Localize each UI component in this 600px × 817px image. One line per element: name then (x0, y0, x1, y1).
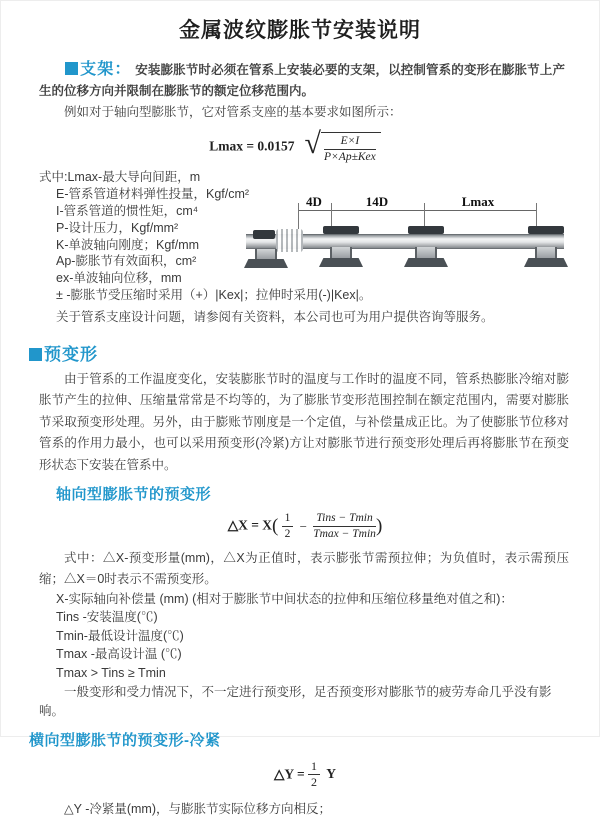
sqrt-radical (305, 129, 381, 164)
legend-line: ex-单波轴向位移，mm (56, 271, 182, 286)
predeform-paragraph: 由于管系的工作温度变化，安装膨胀节时的温度与工作时的温度不同，管系热膨胀冷缩对膨胀节产生的拉伸、压缩量常常是不均等的，为了膨胀节变形范围控制在额定范围内，需要对膨胀节采取预变形处理。另外，由于膨账节刚度是一个定值，与补偿量成正比。为了使膨胀节位移对管系的作用力最小，也可以采用预变形(冷紧)方让对膨胀节进行预变形处理后再将膨胀节在预变形状态下安装在管系中。 (39, 371, 569, 472)
section-square-icon (29, 348, 42, 361)
parameter-line: X-实际轴向补偿量 (mm) (相对于膨胀节中间状态的拉伸和压缩位移量绝对值之和)： (56, 591, 513, 606)
legend-line: I-管系管道的惯性矩，cm⁴ (56, 204, 199, 219)
axial-note-text: 一般变形和受力情况下，不一定进行预变形，足否预变形对膨胀节的疲劳寿命几乎没有影响。 (39, 684, 552, 718)
section-square-icon (65, 62, 78, 75)
parameter-line: Tmin-最低设计温度(℃) (56, 628, 184, 643)
dimension-line (298, 210, 536, 211)
lmax-formula-denominator: P×Ap±Kex (324, 151, 376, 164)
legend-line: E-管系管道材料弹性投量，Kgf/cm² (56, 187, 250, 202)
pipe-guide-support (524, 226, 568, 274)
one-half-fraction (308, 760, 320, 791)
sqrt-sign-icon: √ (304, 127, 322, 160)
parameter-line: Tmax -最高设计温 (℃) (56, 647, 182, 662)
legend-line: P-设计压力，Kgf/mm² (56, 220, 179, 235)
lmax-formula (0, 129, 599, 164)
pipe-support-diagram (246, 194, 576, 289)
axial-parameter-list (56, 590, 599, 683)
axial-formula-lhs: △X = X (227, 517, 273, 533)
half-denominator: 2 (310, 775, 317, 790)
lateral-formula (11, 760, 599, 791)
support-intro-text: 安装膨胀节时必须在管系上安装必要的支架，以控制管系的变形在膨胀节上产生的位移方向并限制在膨胀节的额定位移范围内。 (39, 63, 565, 98)
support-example-text: 例如对于轴向型膨胀节，它对管系支座的基本要求如图所示： (64, 105, 402, 119)
temperature-fraction (313, 512, 376, 541)
pipe-anchor-support (244, 230, 288, 278)
dim-label-14d: 14D (365, 194, 389, 209)
pipe-guide-support (404, 226, 448, 274)
legend-line: Ap-膨胀节有效面积，cm² (56, 254, 197, 269)
legend-line: 式中:Lmax-最大导向间距，m (39, 170, 201, 185)
open-paren: ( (272, 515, 279, 537)
predeform-section-heading (29, 340, 599, 365)
axial-formula (11, 512, 599, 541)
minus-operator: − (299, 518, 307, 534)
page-title: 金属波纹膨胀节安装说明 (179, 19, 421, 42)
one-half-fraction (282, 512, 294, 541)
parameter-line: Tmax > Tins ≥ Tmin (56, 665, 166, 680)
parameter-line: Tins -安装温度(℃) (56, 610, 158, 625)
lmax-formula-numerator: E×I (324, 135, 376, 150)
pipe-guide-support (319, 226, 363, 274)
lateral-subsection-heading: 横向型膨胀节的预变形-冷紧 (29, 731, 221, 749)
dim-label-lmax: Lmax (461, 194, 495, 209)
axial-subsection-heading: 轴向型膨胀节的预变形 (56, 486, 212, 504)
half-numerator: 1 (308, 760, 320, 776)
legend-line: ± -膨胀节受压缩时采用（+）|Kex|；拉伸时采用(-)|Kex|。 (56, 288, 372, 303)
predeform-heading-label: 预变形 (44, 344, 98, 364)
dim-label-4d: 4D (306, 194, 322, 209)
support-section-heading: 支架： (80, 61, 132, 78)
lateral-formula-rhs: Y (326, 765, 336, 781)
legend-line: 关于管系支座设计问题，请参阅有关资料，本公司也可为用户提供咨询等服务。 (56, 309, 494, 324)
legend-line: K-单波轴向刚度；Kgf/mm (56, 237, 200, 252)
lateral-note-text: △Y -冷紧量(mm)，与膨胀节实际位移方向相反； (64, 802, 332, 817)
half-denominator: 2 (284, 528, 291, 541)
lmax-formula-lhs: Lmax = 0.0157 (209, 138, 295, 154)
temp-denominator: Tmax − Tmin (313, 528, 376, 541)
axial-explain-text: 式中：△X-预变形量(mm)，△X为正值时，表示膨张节需预拉伸；为负值时，表示需预压缩；△X＝0时表示不需预变形。 (39, 550, 569, 586)
half-numerator: 1 (282, 512, 294, 527)
support-paragraph (39, 59, 565, 102)
close-paren: ) (375, 515, 383, 537)
temp-numerator: Tins − Tmin (313, 512, 376, 527)
lateral-formula-lhs: △Y = (274, 765, 305, 781)
